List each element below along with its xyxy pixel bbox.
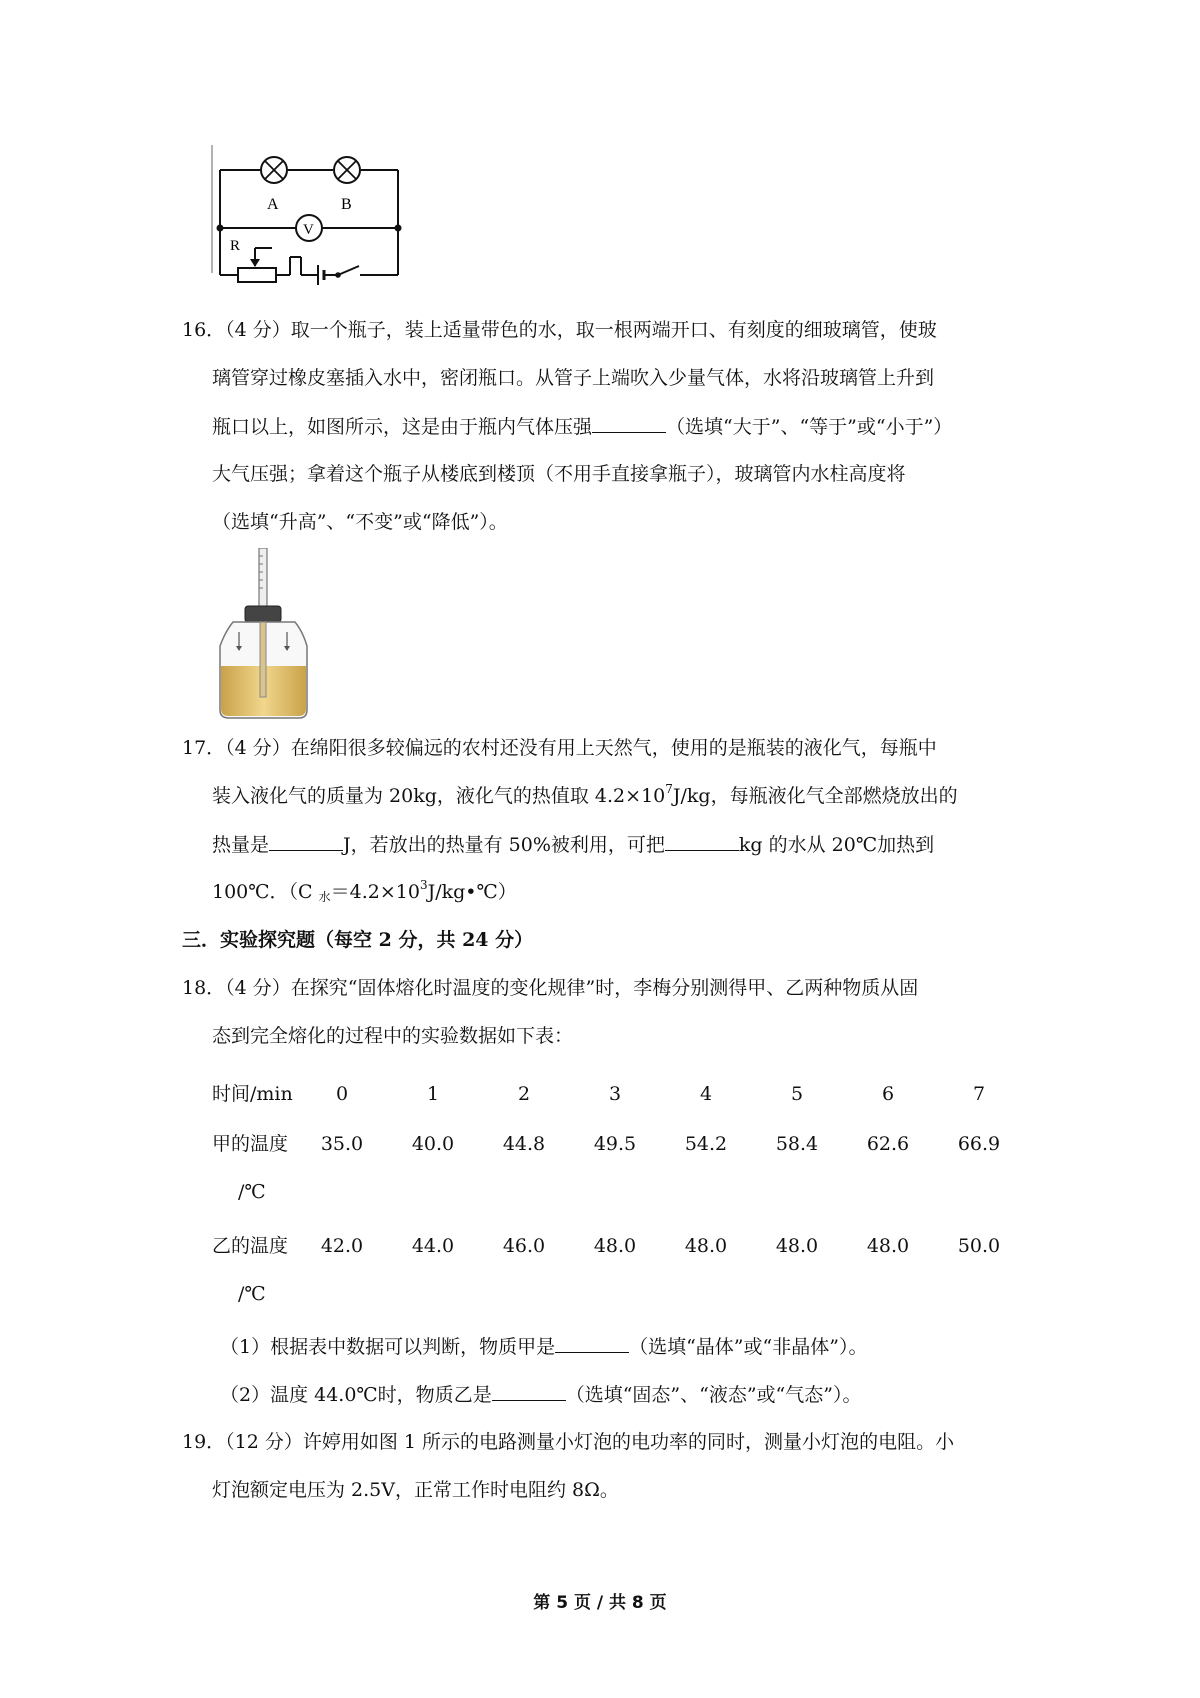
q17-line-4-text-b: ＝4.2×10 [330,881,420,903]
table-cell: 44.8 [502,1133,546,1155]
lamp-a-icon [261,157,287,183]
q17-line-3-text-c: kg 的水从 20℃加热到 [738,834,935,856]
section-heading: 三．实验探究题（每空 2 分，共 24 分） [182,929,534,951]
table-cell: 44.0 [411,1235,455,1257]
table-header-time: 时间/min [212,1083,293,1105]
table-unit: /℃ [238,1283,266,1305]
table-cell: 1 [426,1083,440,1105]
q17-line-4 [212,880,517,904]
table-cell: 6 [881,1083,895,1105]
q17-line-2-text-a: 装入液化气的质量为 20kg，液化气的热值取 4.2×10 [212,785,666,807]
q17-line-2-text-b: J/kg，每瓶液化气全部燃烧放出的 [672,785,958,807]
rheostat-icon [238,248,276,282]
battery-icon [318,265,324,285]
answer-blank[interactable] [492,1382,566,1401]
table-cell: 48.0 [593,1235,637,1257]
q16-line-1: 16．（4 分）取一个瓶子，装上适量带色的水，取一根两端开口、有刻度的细玻璃管，使玻 [182,319,937,341]
q16-line-5: （选填“升高”、“不变”或“降低”）。 [212,511,508,533]
q17-line-1: 17．（4 分）在绵阳很多较偏远的农村还没有用上天然气，使用的是瓶装的液化气，每瓶中 [182,737,937,759]
table-cell: 42.0 [320,1235,364,1257]
bottle-illustration [215,548,315,720]
q17-exponent-2: 3 [419,878,428,892]
q17-line-3 [212,832,934,857]
q17-line-2 [212,784,958,808]
lamp-b-label: B [341,196,352,213]
voltmeter-icon [296,215,322,241]
q18-line-2: 态到完全熔化的过程中的实验数据如下表： [212,1025,574,1047]
switch-icon [335,266,359,278]
table-cell: 50.0 [957,1235,1001,1257]
table-header-yi: 乙的温度 [212,1235,289,1257]
lamp-a-label: A [267,196,279,213]
q18-sub-1-text-b: （选填“晶体”或“非晶体”）。 [629,1336,868,1358]
q18-sub-1 [220,1334,867,1359]
answer-blank[interactable] [592,414,666,433]
q16-line-3-text-b: （选填“大于”、“等于”或“小于”） [666,416,953,438]
answer-blank[interactable] [269,832,343,851]
circuit-diagram [200,145,430,295]
table-cell: 5 [790,1083,804,1105]
q18-line-1: 18．（4 分）在探究“固体熔化时温度的变化规律”时，李梅分别测得甲、乙两种物质从固 [182,977,919,999]
q16-line-4: 大气压强；拿着这个瓶子从楼底到楼顶（不用手直接拿瓶子），玻璃管内水柱高度将 [212,463,906,485]
q16-line-3-text-a: 瓶口以上，如图所示，这是由于瓶内气体压强 [212,416,593,438]
table-cell: 48.0 [684,1235,728,1257]
table-cell: 58.4 [775,1133,819,1155]
answer-blank[interactable] [665,832,739,851]
q16-line-3 [212,414,952,439]
q19-line-1: 19．（12 分）许婷用如图 1 所示的电路测量小灯泡的电功率的同时，测量小灯泡的电阻。小 [182,1431,955,1453]
table-cell: 54.2 [684,1133,728,1155]
table-cell: 66.9 [957,1133,1001,1155]
table-cell: 3 [608,1083,622,1105]
q17-line-4-text-a: 100℃．（C [212,881,319,903]
q18-sub-1-text-a: （1）根据表中数据可以判断，物质甲是 [220,1336,556,1358]
q17-line-4-text-c: J/kg•℃） [427,881,517,903]
q17-line-3-text-b: J，若放出的热量有 50%被利用，可把 [343,834,665,856]
table-header-jia: 甲的温度 [212,1133,289,1155]
table-cell: 7 [972,1083,986,1105]
table-cell: 49.5 [593,1133,637,1155]
answer-blank[interactable] [555,1334,629,1353]
q18-sub-2-text-a: （2）温度 44.0℃时，物质乙是 [220,1384,492,1406]
q18-sub-2 [220,1382,861,1407]
q17-line-3-text-a: 热量是 [212,834,270,856]
q16-line-2: 璃管穿过橡皮塞插入水中，密闭瓶口。从管子上端吹入少量气体，水将沿玻璃管上升到 [212,367,935,389]
table-cell: 48.0 [775,1235,819,1257]
table-cell: 46.0 [502,1235,546,1257]
q19-line-2: 灯泡额定电压为 2.5V，正常工作时电阻约 8Ω。 [212,1479,619,1501]
table-cell: 4 [699,1083,713,1105]
table-cell: 40.0 [411,1133,455,1155]
table-cell: 0 [335,1083,349,1105]
lamp-b-icon [334,157,360,183]
voltmeter-label: V [303,222,314,238]
q17-exponent: 7 [665,782,673,796]
rheostat-label: R [230,238,241,254]
table-cell: 35.0 [320,1133,364,1155]
q18-sub-2-text-b: （选填“固态”、“液态”或“气态”）。 [565,1384,862,1406]
table-cell: 62.6 [866,1133,910,1155]
table-cell: 48.0 [866,1235,910,1257]
q17-subscript: 水 [318,890,331,904]
page-footer: 第 5 页 / 共 8 页 [533,1593,667,1613]
table-cell: 2 [517,1083,531,1105]
table-unit: /℃ [238,1181,266,1203]
